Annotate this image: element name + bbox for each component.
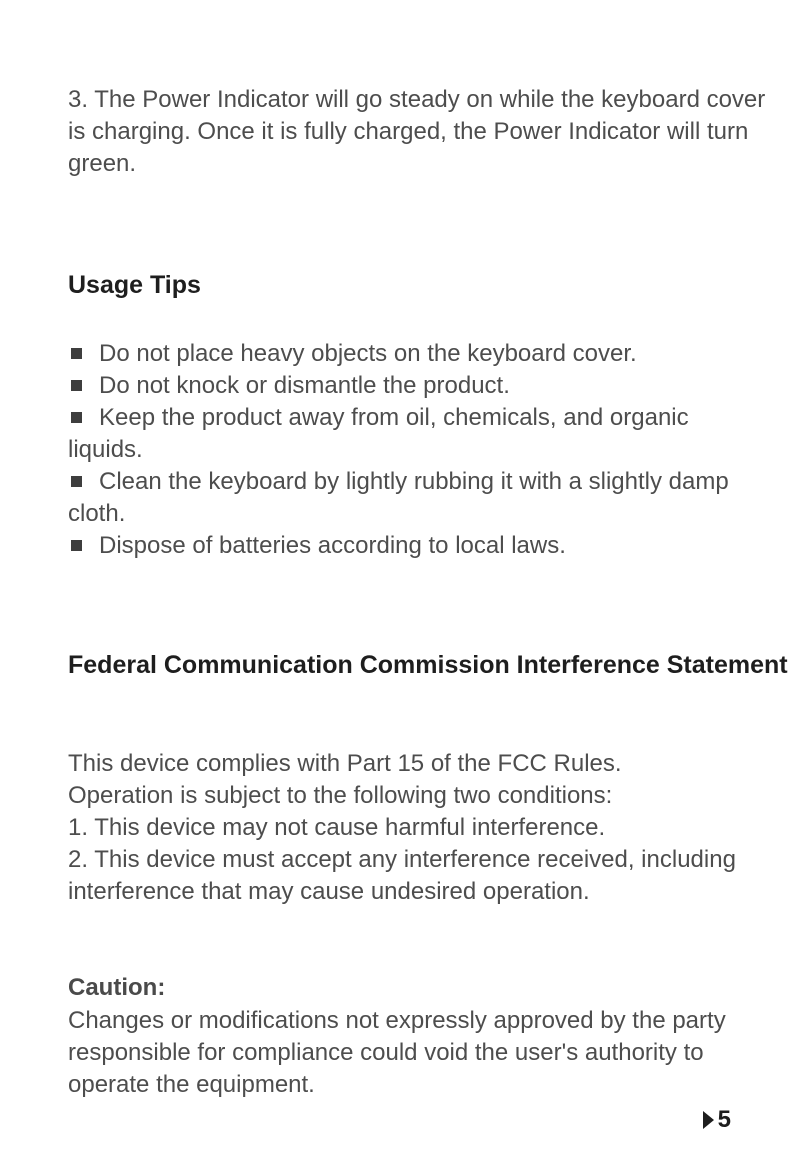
page-number-value: 5 [717, 1106, 731, 1133]
page-number [703, 1106, 731, 1134]
list-item [68, 338, 768, 370]
fcc-statement-heading: Federal Communication Commission Interference Statement [68, 651, 788, 679]
usage-tips-list [68, 338, 768, 562]
charging-instruction [68, 84, 768, 180]
usage-tip-text: Clean the keyboard by lightly rubbing it with a slightly damp cloth. [68, 468, 729, 527]
list-item [68, 370, 768, 402]
charging-instruction-text: 3. The Power Indicator will go steady on while the keyboard cover is charging. Once it is fully charged, the Power Indicator will turn green. [68, 86, 766, 177]
usage-tip-text: Do not knock or dismantle the product. [99, 372, 510, 399]
square-bullet-icon [71, 540, 82, 551]
caution-text: Changes or modifications not expressly approved by the party responsible for compliance could void the user's authority to operate the equipment. [68, 1007, 726, 1098]
usage-tip-text: Keep the product away from oil, chemicals, and organic liquids. [68, 404, 689, 463]
caution-heading: Caution: [68, 974, 166, 1001]
fcc-conditions-line: Operation is subject to the following two conditions: [68, 782, 613, 809]
usage-tips-heading: Usage Tips [68, 271, 201, 299]
fcc-condition-2: 2. This device must accept any interference received, including interference that may cause undesired operation. [68, 846, 736, 905]
list-item [68, 466, 768, 530]
list-item [68, 402, 768, 466]
square-bullet-icon [71, 476, 82, 487]
list-item [68, 530, 768, 562]
square-bullet-icon [71, 412, 82, 423]
fcc-compliance-line: This device complies with Part 15 of the FCC Rules. [68, 750, 622, 777]
triangle-right-icon [703, 1111, 714, 1129]
usage-tip-text: Do not place heavy objects on the keyboard cover. [99, 340, 637, 367]
fcc-condition-1: 1. This device may not cause harmful interference. [68, 814, 606, 841]
square-bullet-icon [71, 380, 82, 391]
fcc-statement-body [68, 748, 768, 908]
square-bullet-icon [71, 348, 82, 359]
usage-tip-text: Dispose of batteries according to local laws. [99, 532, 566, 559]
